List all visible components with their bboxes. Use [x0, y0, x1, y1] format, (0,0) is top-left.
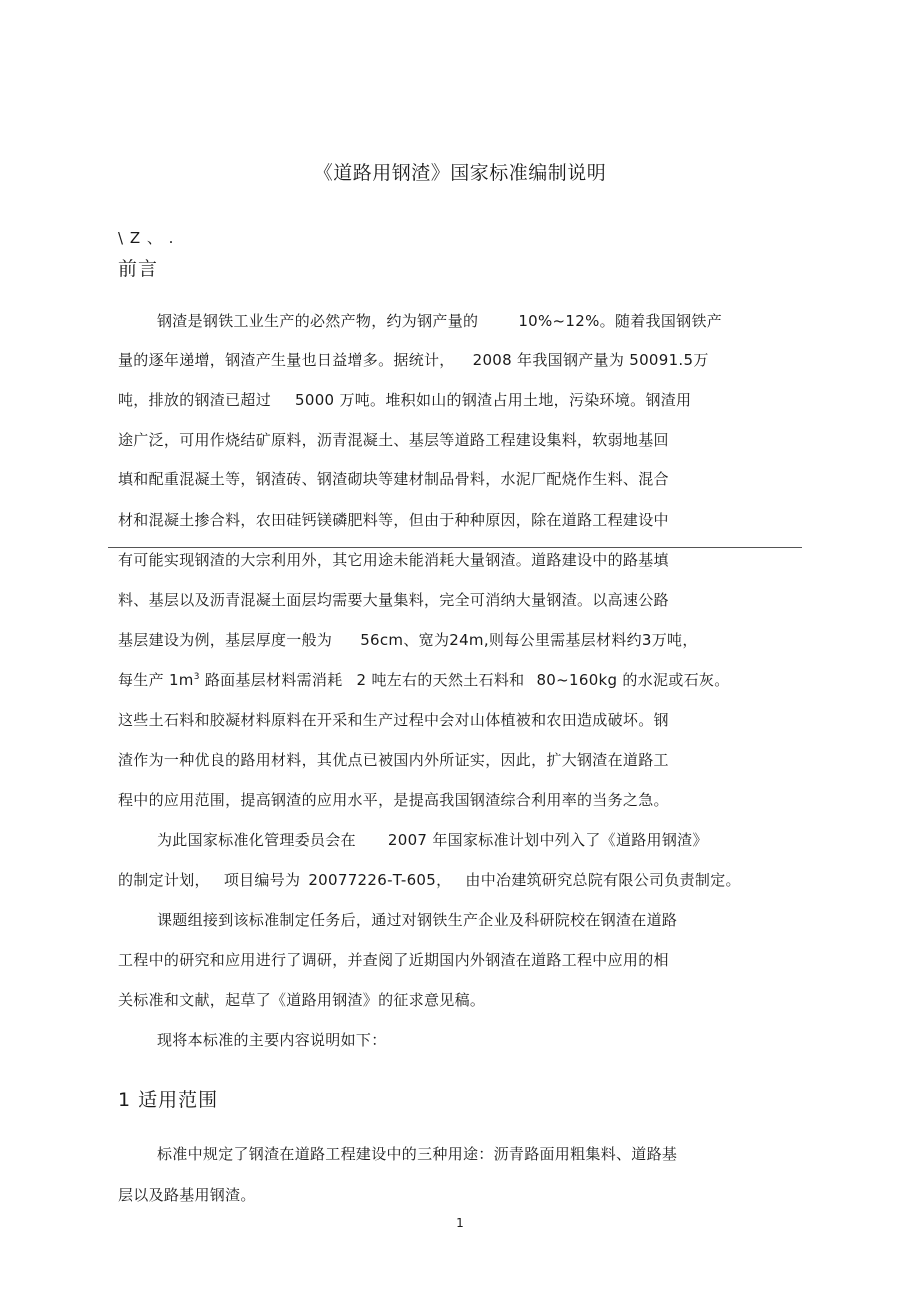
paragraph-line: 钢渣是钢铁工业生产的必然产物，约为钢产量的 10%~12%。随着我国钢铁产 [157, 312, 723, 330]
paragraph-line: 基层建设为例，基层厚度一般为 56cm、宽为24m,则每公里需基层材料约3万吨， [118, 631, 698, 649]
paragraph-line: 有可能实现钢渣的大宗利用外，其它用途未能消耗大量钢渣。道路建设中的路基填 [118, 551, 669, 569]
section-heading: 1 适用范围 [118, 1089, 219, 1111]
paragraph-line: 填和配重混凝土等，钢渣砖、钢渣砌块等建材制品骨料，水泥厂配烧作生料、混合 [118, 470, 669, 488]
scan-artifact-text: \ Z 、 . [118, 229, 175, 247]
paragraph-line: 工程中的研究和应用进行了调研，并查阅了近期国内外钢渣在道路工程中应用的相 [118, 951, 669, 969]
document-title: 《道路用钢渣》国家标准编制说明 [313, 162, 607, 184]
paragraph-line: 渣作为一种优良的路用材料，其优点已被国内外所证实，因此，扩大钢渣在道路工 [118, 751, 669, 769]
paragraph-line: 料、基层以及沥青混凝土面层均需要大量集料，完全可消纳大量钢渣。以高速公路 [118, 591, 669, 609]
paragraph-line: 量的逐年递增，钢渣产生量也日益增多。据统计， 2008 年我国钢产量为 50091.5万 [118, 351, 709, 369]
preface-heading: 前言 [118, 258, 159, 280]
paragraph-line: 材和混凝土掺合料，农田硅钙镁磷肥料等，但由于种种原因，除在道路工程建设中 [118, 511, 669, 529]
paragraph-line: 每生产 $1m^3$ 路面基层材料需消耗 2 吨左右的天然土石料和 80~160kg 的水泥或石灰。 [118, 671, 730, 689]
page-number: 1 [456, 1216, 464, 1230]
paragraph-line: 关标准和文献，起草了《道路用钢渣》的征求意见稿。 [118, 991, 486, 1009]
paragraph-line: 课题组接到该标准制定任务后，通过对钢铁生产企业及科研院校在钢渣在道路 [157, 911, 678, 929]
paragraph-line: 这些土石料和胶凝材料原料在开采和生产过程中会对山体植被和农田造成破坏。钢 [118, 711, 669, 729]
paragraph-line: 程中的应用范围，提高钢渣的应用水平，是提高我国钢渣综合利用率的当务之急。 [118, 791, 669, 809]
paragraph-line: 为此国家标准化管理委员会在 2007 年国家标准计划中列入了《道路用钢渣》 [157, 831, 708, 849]
superscript-three: 3 [193, 672, 200, 682]
paragraph-line: 吨，排放的钢渣已超过 5000 万吨。堆积如山的钢渣占用土地，污染环境。钢渣用 [118, 391, 692, 409]
scan-divider-line [108, 547, 802, 548]
paragraph-line: 途广泛，可用作烧结矿原料，沥青混凝土、基层等道路工程建设集料，软弱地基回 [118, 431, 669, 449]
paragraph-line: 标准中规定了钢渣在道路工程建设中的三种用途：沥青路面用粗集料、道路基 [157, 1145, 678, 1163]
paragraph-line: 层以及路基用钢渣。 [118, 1186, 256, 1204]
paragraph-line: 的制定计划， 项目编号为 20077226-T-605， 由中冶建筑研究总院有限公司负责制定。 [118, 871, 741, 889]
paragraph-line: 现将本标准的主要内容说明如下： [157, 1031, 387, 1049]
